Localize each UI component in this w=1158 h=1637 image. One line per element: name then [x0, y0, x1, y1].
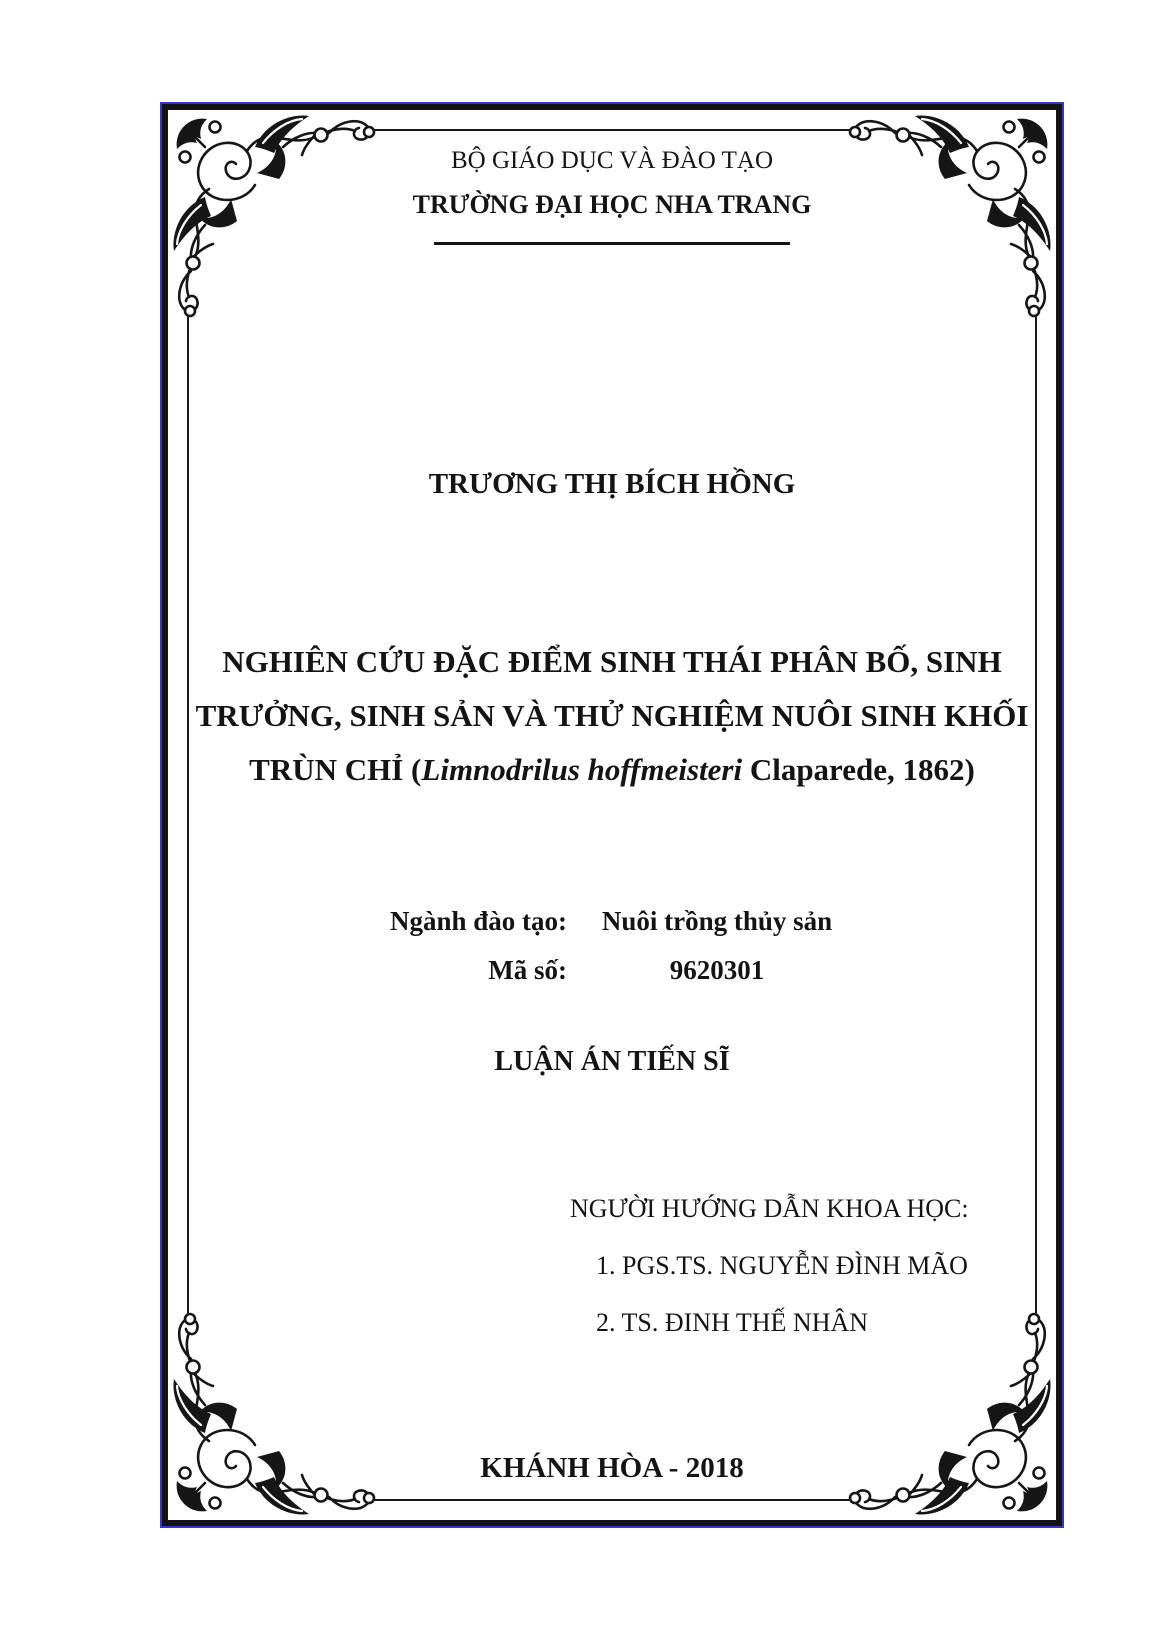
- supervisors-block: [570, 1192, 969, 1340]
- floral-ornament-bottom-left-icon: [169, 1307, 381, 1519]
- header-divider-line: [434, 242, 790, 245]
- code-label: Mã số:: [488, 955, 567, 985]
- thesis-title-line-3: [168, 743, 1056, 797]
- author-name: TRƯƠNG THỊ BÍCH HỒNG: [428, 468, 796, 500]
- thesis-title-line-1: NGHIÊN CỨU ĐẶC ĐIỂM SINH THÁI PHÂN BỐ, SINH: [222, 644, 1002, 679]
- species-name: Limnodrilus hoffmeisteri: [421, 752, 743, 787]
- university-name: TRƯỜNG ĐẠI HỌC NHA TRANG: [412, 190, 812, 219]
- thesis-title-line-3-prefix: TRÙN CHỈ (: [249, 752, 422, 787]
- thesis-title: [168, 635, 1056, 797]
- supervisor-item-2: 2. TS. ĐINH THẾ NHÂN: [596, 1308, 869, 1337]
- thesis-title-line-3-suffix: Claparede, 1862): [742, 752, 975, 787]
- supervisor-item-1: 1. PGS.TS. NGUYỄN ĐÌNH MÃO: [596, 1251, 968, 1280]
- location-year: KHÁNH HÒA - 2018: [480, 1452, 744, 1484]
- document-type: LUẬN ÁN TIẾN SĨ: [494, 1046, 730, 1077]
- program-row: [337, 897, 867, 946]
- inner-border-line-right: [1035, 315, 1037, 1315]
- program-info-block: [337, 897, 867, 995]
- code-row: [337, 946, 867, 995]
- code-value: 9620301: [669, 955, 765, 985]
- program-label: Ngành đào tạo:: [389, 906, 567, 936]
- decorative-border-frame: [162, 104, 1062, 1526]
- ministry-name: BỘ GIÁO DỤC VÀ ĐÀO TẠO: [451, 147, 773, 174]
- supervisors-heading: NGƯỜI HƯỚNG DẪN KHOA HỌC:: [570, 1194, 969, 1223]
- inner-border-line-top: [373, 129, 851, 131]
- inner-border-line-bottom: [373, 1499, 851, 1501]
- inner-border-line-left: [187, 315, 189, 1315]
- program-value: Nuôi trồng thủy sản: [601, 906, 833, 936]
- thesis-title-line-2: TRƯỞNG, SINH SẢN VÀ THỬ NGHIỆM NUÔI SINH KHỐI: [195, 698, 1029, 733]
